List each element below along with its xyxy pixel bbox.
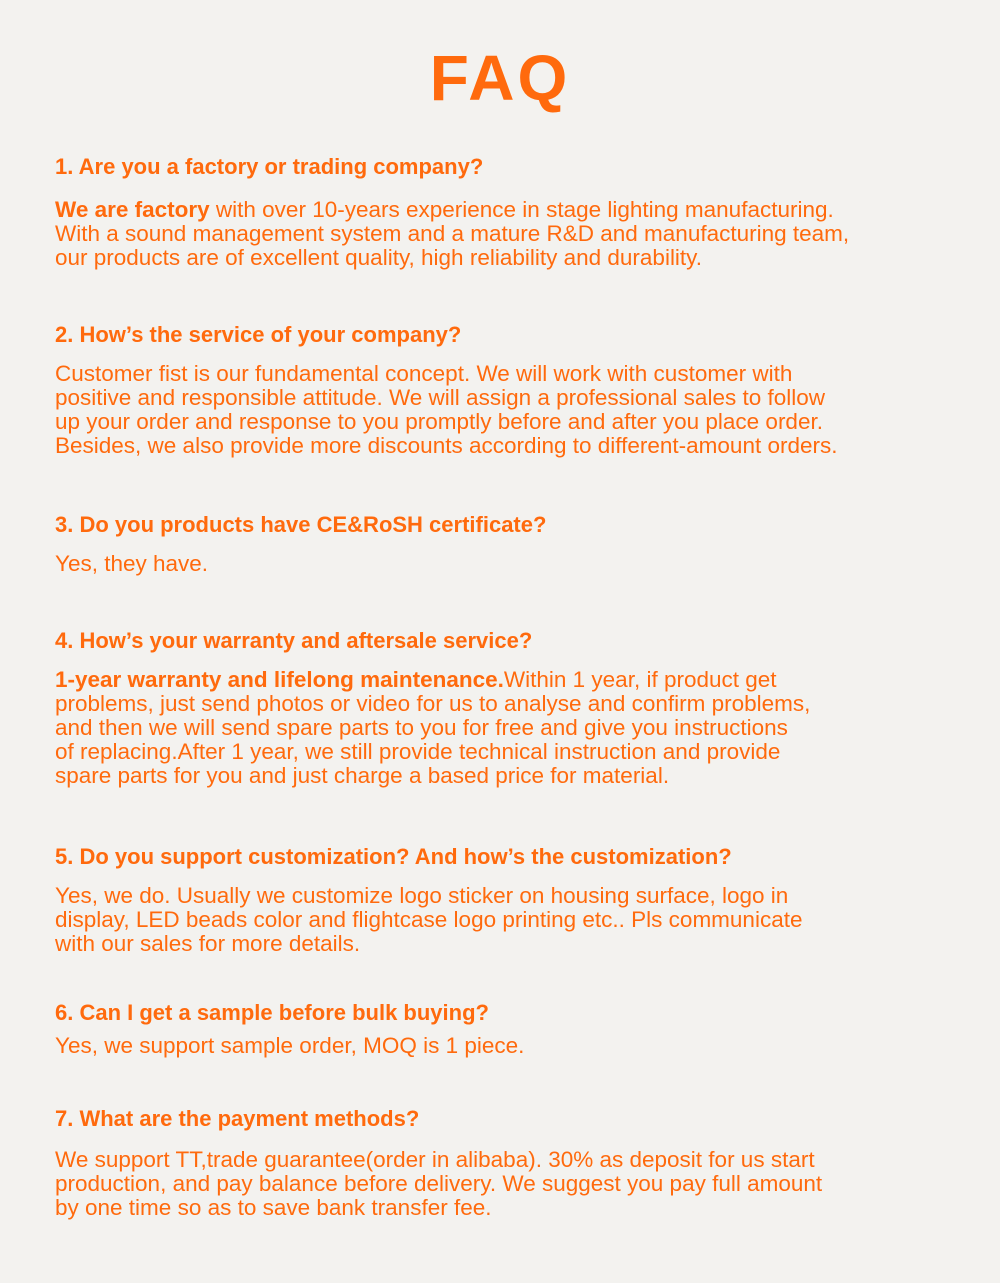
faq-answer-1-lead: We are factory (55, 197, 210, 222)
faq-answer-3: Yes, they have. (55, 551, 209, 576)
faq-answer-4 (55, 668, 965, 788)
faq-answer-5: Yes, we do. Usually we customize logo sticker on housing surface, logo in display, LED beads color and flightcase logo printing etc.. Pls communicate with our sales for more details. (55, 883, 803, 956)
faq-answer-1 (55, 198, 965, 270)
faq-answer-4-lead: 1-year warranty and lifelong maintenance. (55, 667, 504, 692)
faq-item-7 (55, 1106, 965, 1220)
faq-answer-2: Customer fist is our fundamental concept. We will work with customer with positive and responsible attitude. We will assign a professional sales to follow up your order and response to you promptly before and after you place order. Besides, we also provide more discounts according to different-amount orders. (55, 361, 838, 458)
faq-item-5 (55, 844, 965, 956)
faq-item-1 (55, 154, 965, 270)
faq-question-6: 6. Can I get a sample before bulk buying? (55, 1000, 489, 1025)
faq-answer-7: We support TT,trade guarantee(order in alibaba). 30% as deposit for us start production, and pay balance before delivery. We suggest you pay full amount by one time so as to save bank transfer fee. (55, 1147, 823, 1220)
faq-item-2 (55, 322, 965, 458)
faq-question-1: 1. Are you a factory or trading company? (55, 154, 484, 179)
faq-answer-1-text: with over 10-years experience in stage lighting manufacturing. With a sound management system and a mature R&D and manufacturing team, our products are of excellent quality, high reliability and durability. (55, 197, 850, 270)
faq-item-4 (55, 628, 965, 788)
faq-question-3: 3. Do you products have CE&RoSH certificate? (55, 512, 547, 537)
faq-item-6 (55, 1000, 965, 1058)
faq-question-4: 4. How’s your warranty and aftersale service? (55, 628, 533, 653)
faq-question-2: 2. How’s the service of your company? (55, 322, 462, 347)
page-title: FAQ (429, 42, 571, 114)
faq-item-3 (55, 512, 965, 576)
faq-question-5: 5. Do you support customization? And how’s the customization? (55, 844, 732, 869)
faq-question-7: 7. What are the payment methods? (55, 1106, 420, 1131)
faq-answer-6: Yes, we support sample order, MOQ is 1 piece. (55, 1033, 525, 1058)
faq-answer-4-text: Within 1 year, if product get problems, just send photos or video for us to analyse and confirm problems, and then we will send spare parts to you for free and give you instructions of replacing.After 1 year, we still provide technical instruction and provide spare parts for you and just charge a based price for material. (55, 667, 811, 788)
